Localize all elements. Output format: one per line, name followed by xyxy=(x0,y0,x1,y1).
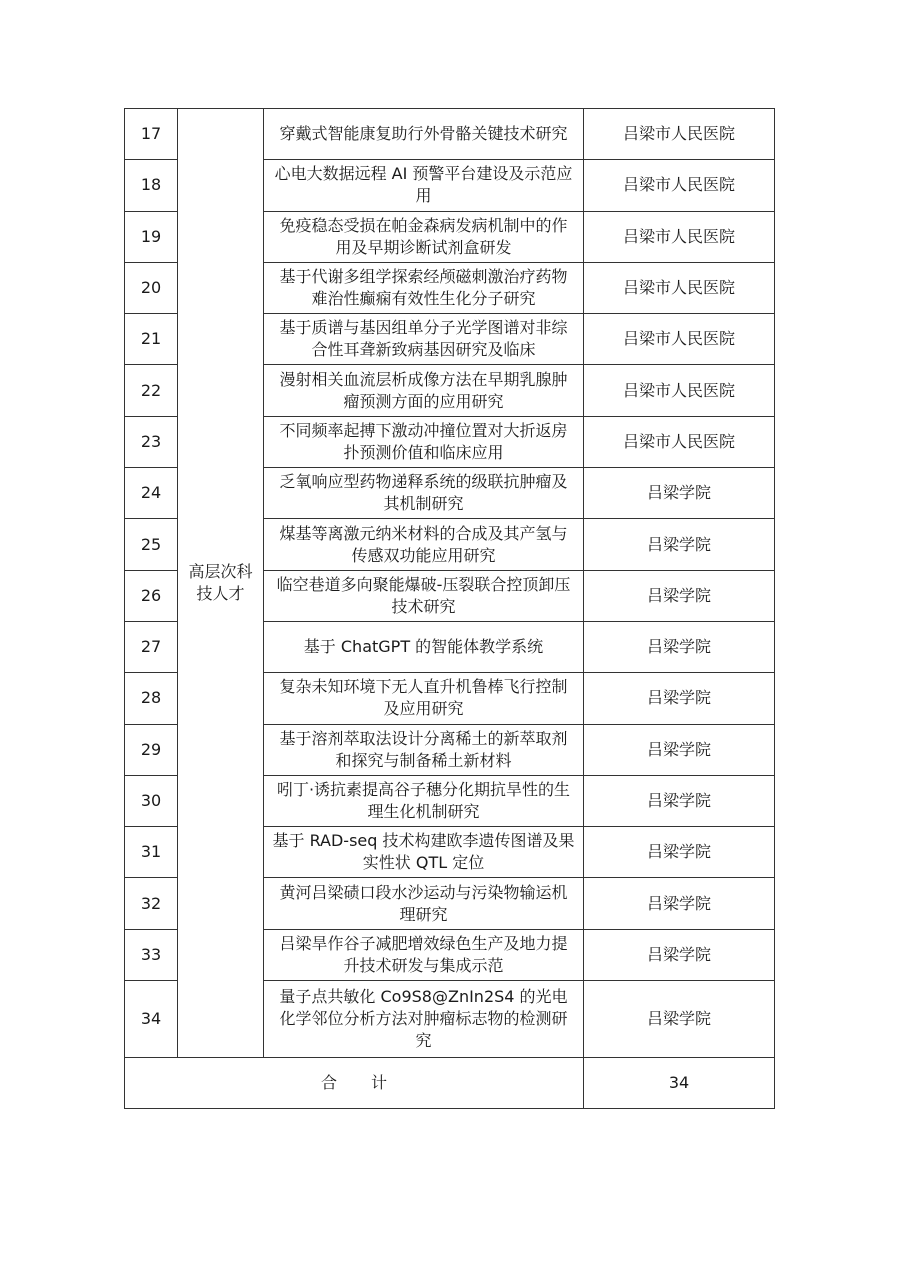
row-number: 23 xyxy=(125,416,178,467)
row-number: 28 xyxy=(125,673,178,724)
project-title: 量子点共敏化 Co9S8@ZnIn2S4 的光电化学邻位分析方法对肿瘤标志物的检测研究 xyxy=(264,981,584,1058)
project-title: 基于溶剂萃取法设计分离稀土的新萃取剂和探究与制备稀土新材料 xyxy=(264,724,584,775)
organization: 吕梁学院 xyxy=(584,827,775,878)
project-title: 基于质谱与基因组单分子光学图谱对非综合性耳聋新致病基因研究及临床 xyxy=(264,314,584,365)
row-number: 32 xyxy=(125,878,178,929)
row-number: 21 xyxy=(125,314,178,365)
row-number: 22 xyxy=(125,365,178,416)
total-value: 34 xyxy=(584,1058,775,1109)
total-label: 合计 xyxy=(320,1073,421,1093)
row-number: 33 xyxy=(125,929,178,980)
project-table xyxy=(124,108,775,1109)
organization: 吕梁市人民医院 xyxy=(584,211,775,262)
row-number: 30 xyxy=(125,775,178,826)
organization: 吕梁市人民医院 xyxy=(584,416,775,467)
row-number: 27 xyxy=(125,621,178,672)
row-number: 24 xyxy=(125,468,178,519)
row-number: 25 xyxy=(125,519,178,570)
row-number: 18 xyxy=(125,160,178,211)
total-label-cell xyxy=(125,1058,584,1109)
project-title: 免疫稳态受损在帕金森病发病机制中的作用及早期诊断试剂盒研发 xyxy=(264,211,584,262)
project-title: 基于代谢多组学探索经颅磁刺激治疗药物难治性癫痫有效性生化分子研究 xyxy=(264,262,584,313)
project-title: 临空巷道多向聚能爆破-压裂联合控顶卸压技术研究 xyxy=(264,570,584,621)
total-row xyxy=(125,1058,775,1109)
organization: 吕梁学院 xyxy=(584,519,775,570)
project-title: 心电大数据远程 AI 预警平台建设及示范应用 xyxy=(264,160,584,211)
project-title: 基于 ChatGPT 的智能体教学系统 xyxy=(264,621,584,672)
organization: 吕梁学院 xyxy=(584,621,775,672)
row-number: 20 xyxy=(125,262,178,313)
organization: 吕梁市人民医院 xyxy=(584,109,775,160)
project-title: 吲丁·诱抗素提高谷子穗分化期抗旱性的生理生化机制研究 xyxy=(264,775,584,826)
project-title: 漫射相关血流层析成像方法在早期乳腺肿瘤预测方面的应用研究 xyxy=(264,365,584,416)
row-number: 34 xyxy=(125,981,178,1058)
organization: 吕梁学院 xyxy=(584,673,775,724)
table-body xyxy=(125,109,775,1109)
organization: 吕梁市人民医院 xyxy=(584,160,775,211)
organization: 吕梁学院 xyxy=(584,724,775,775)
organization: 吕梁学院 xyxy=(584,468,775,519)
organization: 吕梁市人民医院 xyxy=(584,314,775,365)
organization: 吕梁市人民医院 xyxy=(584,262,775,313)
project-title: 穿戴式智能康复助行外骨骼关键技术研究 xyxy=(264,109,584,160)
project-title: 煤基等离激元纳米材料的合成及其产氢与传感双功能应用研究 xyxy=(264,519,584,570)
organization: 吕梁学院 xyxy=(584,981,775,1058)
project-title: 复杂未知环境下无人直升机鲁棒飞行控制及应用研究 xyxy=(264,673,584,724)
row-number: 29 xyxy=(125,724,178,775)
project-title: 黄河吕梁碛口段水沙运动与污染物输运机理研究 xyxy=(264,878,584,929)
project-title: 不同频率起搏下激动冲撞位置对大折返房扑预测价值和临床应用 xyxy=(264,416,584,467)
row-number: 31 xyxy=(125,827,178,878)
category-cell: 高层次科技人才 xyxy=(178,109,264,1058)
organization: 吕梁学院 xyxy=(584,570,775,621)
row-number: 19 xyxy=(125,211,178,262)
table-row xyxy=(125,109,775,160)
row-number: 17 xyxy=(125,109,178,160)
project-title: 基于 RAD-seq 技术构建欧李遗传图谱及果实性状 QTL 定位 xyxy=(264,827,584,878)
organization: 吕梁学院 xyxy=(584,878,775,929)
organization: 吕梁学院 xyxy=(584,775,775,826)
row-number: 26 xyxy=(125,570,178,621)
project-title: 乏氧响应型药物递释系统的级联抗肿瘤及其机制研究 xyxy=(264,468,584,519)
organization: 吕梁市人民医院 xyxy=(584,365,775,416)
organization: 吕梁学院 xyxy=(584,929,775,980)
project-title: 吕梁旱作谷子减肥增效绿色生产及地力提升技术研发与集成示范 xyxy=(264,929,584,980)
